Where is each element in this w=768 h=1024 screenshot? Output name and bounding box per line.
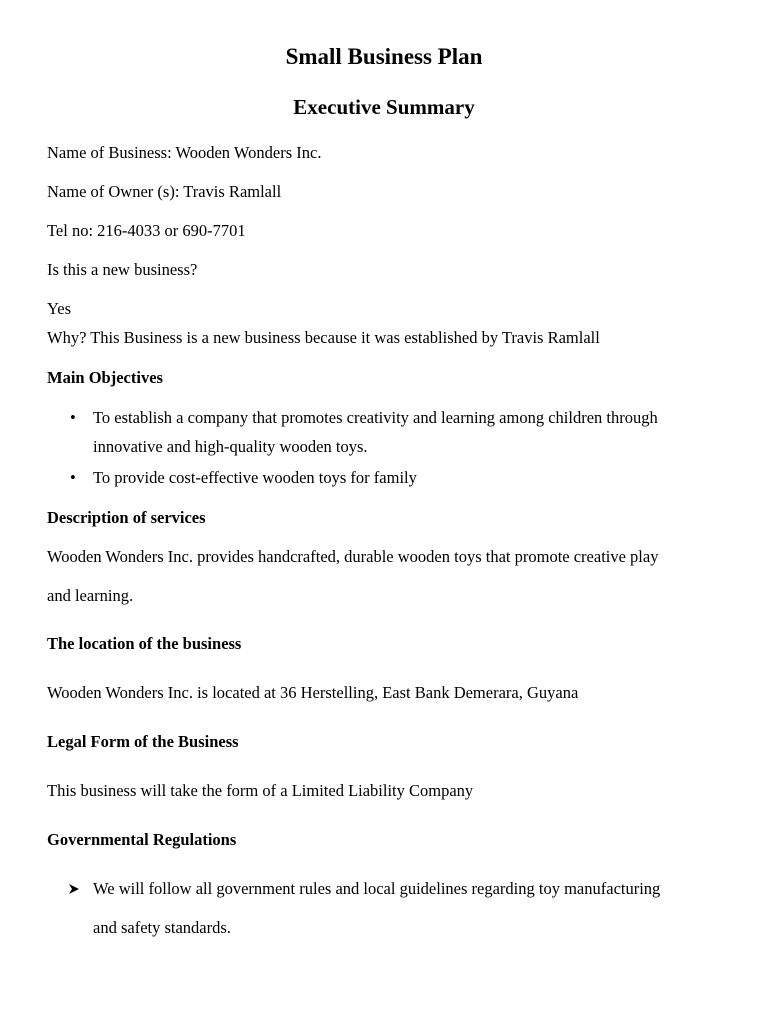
arrowhead-bullet-icon bbox=[68, 878, 80, 900]
regulation-text-line: and safety standards. bbox=[93, 918, 231, 937]
business-name-line: Name of Business: Wooden Wonders Inc. bbox=[47, 143, 322, 162]
new-business-question: Is this a new business? bbox=[47, 260, 198, 279]
description-of-services-heading: Description of services bbox=[47, 508, 206, 527]
location-text: Wooden Wonders Inc. is located at 36 Herstelling, East Bank Demerara, Guyana bbox=[47, 683, 579, 702]
objective-text-line: innovative and high-quality wooden toys. bbox=[93, 437, 368, 456]
why-new-business-line: Why? This Business is a new business because it was established by Travis Ramlall bbox=[47, 328, 600, 347]
page-title: Small Business Plan bbox=[285, 44, 483, 69]
objective-text-line: To establish a company that promotes creativity and learning among children through bbox=[93, 408, 658, 427]
legal-form-heading: Legal Form of the Business bbox=[47, 732, 239, 751]
regulation-text-line: We will follow all government rules and local guidelines regarding toy manufacturing bbox=[93, 879, 661, 898]
owner-name-line: Name of Owner (s): Travis Ramlall bbox=[47, 182, 282, 201]
section-title-executive-summary: Executive Summary bbox=[293, 95, 475, 119]
bullet-dot-icon: • bbox=[70, 408, 76, 427]
objective-text-line: To provide cost-effective wooden toys for family bbox=[93, 468, 417, 487]
governmental-regulations-heading: Governmental Regulations bbox=[47, 830, 237, 849]
telephone-line: Tel no: 216-4033 or 690-7701 bbox=[47, 221, 246, 240]
services-description-line: and learning. bbox=[47, 586, 134, 605]
main-objectives-heading: Main Objectives bbox=[47, 368, 163, 387]
bullet-dot-icon: • bbox=[70, 468, 76, 487]
legal-form-text: This business will take the form of a Limited Liability Company bbox=[47, 781, 474, 800]
new-business-answer: Yes bbox=[47, 299, 72, 318]
services-description-line: Wooden Wonders Inc. provides handcrafted, durable wooden toys that promote creative play bbox=[47, 547, 659, 566]
location-heading: The location of the business bbox=[47, 634, 242, 653]
